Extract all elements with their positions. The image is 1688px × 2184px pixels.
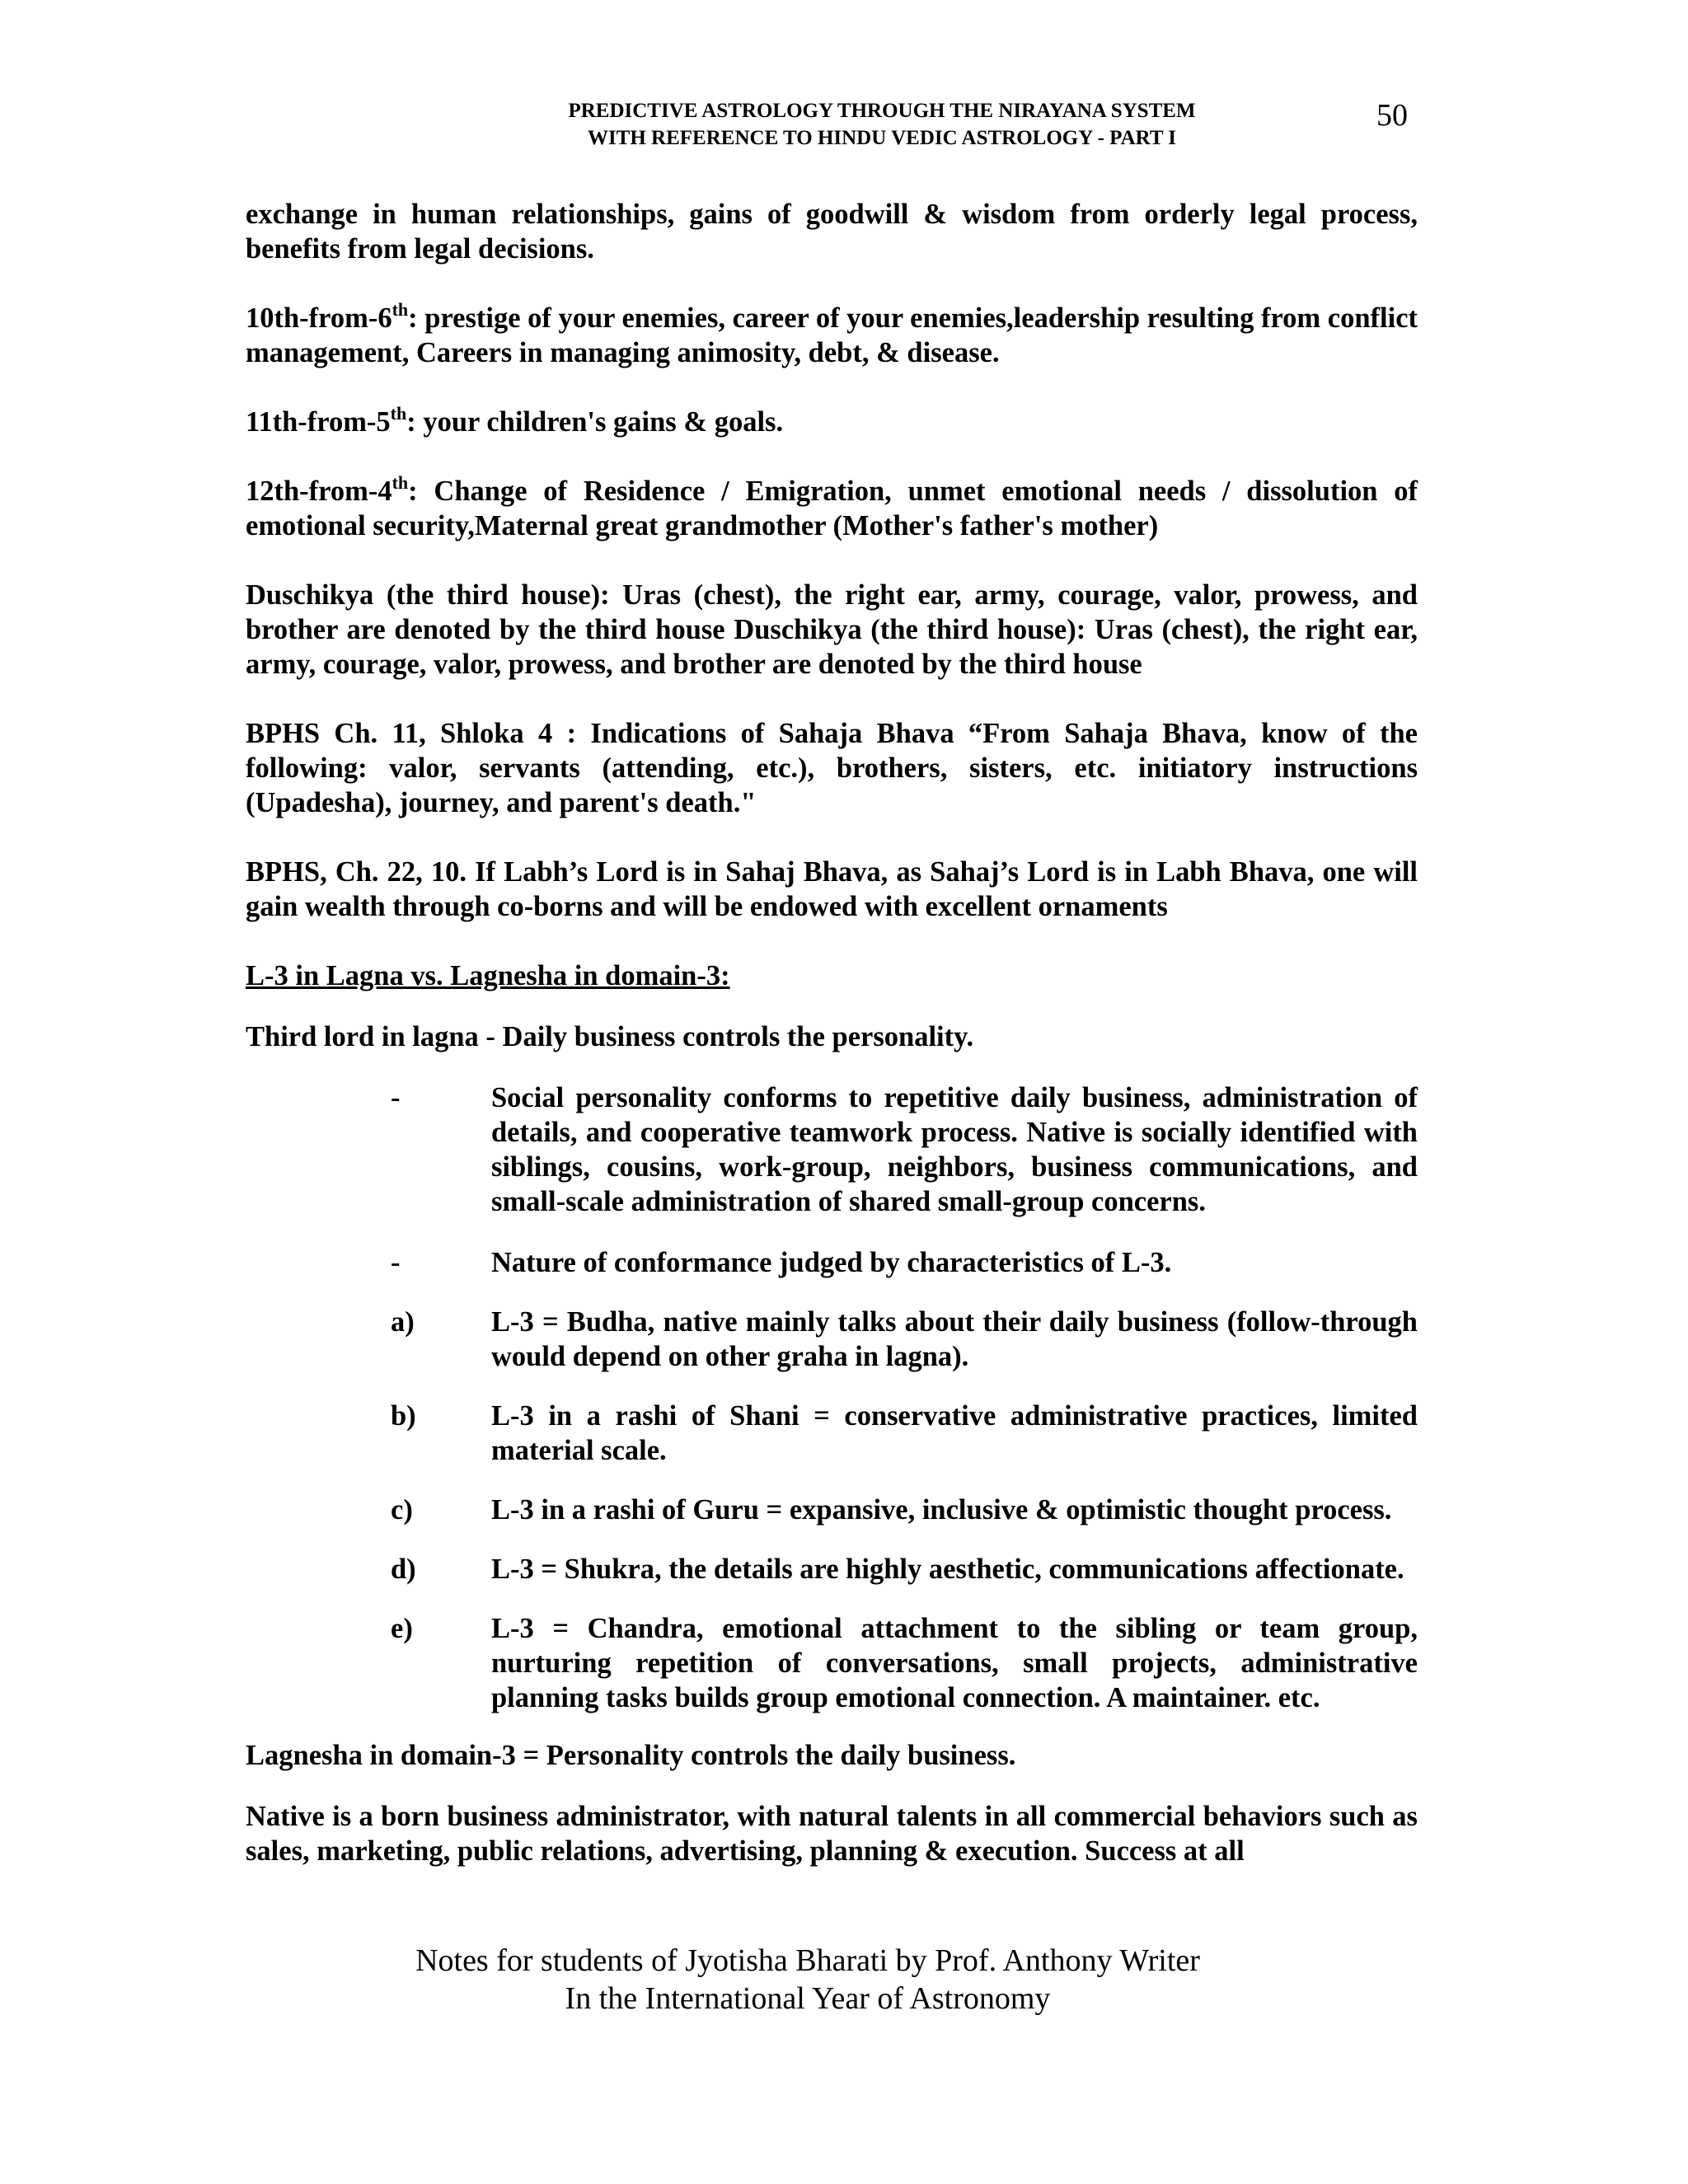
label-12th-from-4: 12th-from-4 (246, 476, 392, 507)
footer-line-2: In the International Year of Astronomy (565, 1981, 1051, 2016)
paragraph-third-lord: Third lord in lagna - Daily business controls the personality. (246, 1021, 974, 1052)
text-12th-from-4: : Change of Residence / Emigration, unmet emotional needs / dissolution of emotional security,Maternal great grandmother (Mother's father's mother) (246, 476, 1418, 541)
paragraph-11th-from-5th (246, 405, 1418, 439)
paragraph-10th-from-6th (246, 301, 1418, 370)
list-item-text: L-3 in a rashi of Shani = conservative administrative practices, limited material scale. (491, 1400, 1418, 1466)
paragraph-exchange: exchange in human relationships, gains of goodwill & wisdom from orderly legal process, benefits from legal decisions. (246, 199, 1418, 265)
list-marker: d) (391, 1554, 416, 1585)
list-item-text: L-3 = Shukra, the details are highly aesthetic, communications affectionate. (491, 1554, 1404, 1585)
running-header (363, 97, 1401, 152)
list-item-text: L-3 = Chandra, emotional attachment to the sibling or team group, nurturing repetition of conversations, small projects, administrative planning tasks builds group emotional connection. A maintainer. etc. (491, 1613, 1418, 1713)
paragraph-duschikya: Duschikya (the third house): Uras (chest), the right ear, army, courage, valor, prowess, and brother are denoted by the third house Duschikya (the third house): Uras (chest), the right ear, army, courage, valor, prowess, and brother are denoted by the third house (246, 579, 1418, 680)
paragraph-lagnesha: Lagnesha in domain-3 = Personality controls the daily business. (246, 1740, 1016, 1771)
list-marker: - (391, 1247, 401, 1278)
list-item-text: Social personality conforms to repetitive daily business, administration of details, and cooperative teamwork process. Native is socially identified with siblings, cousins, work-group, neighbors, business communications, and small-scale administration of shared small-group concerns. (491, 1082, 1418, 1217)
page-number: 50 (1376, 98, 1408, 133)
label-10th-from-6: 10th-from-6 (246, 302, 392, 334)
list-marker: a) (391, 1306, 415, 1338)
text-11th-from-5: : your children's gains & goals. (406, 406, 784, 438)
list-item (246, 1245, 1418, 1280)
label-11th-from-5: 11th-from-5 (246, 406, 391, 438)
list-item (246, 1399, 1418, 1468)
list-item (246, 1080, 1418, 1219)
footer-line-1: Notes for students of Jyotisha Bharati by Prof. Anthony Writer (415, 1943, 1200, 1978)
list-marker: b) (391, 1400, 416, 1432)
page-footer (313, 1942, 1302, 2018)
superscript-th: th (392, 299, 409, 320)
paragraph-12th-from-4th (246, 474, 1418, 543)
superscript-th: th (390, 403, 407, 424)
page-body (246, 197, 1418, 1868)
list-item (246, 1611, 1418, 1715)
header-line-1: PREDICTIVE ASTROLOGY THROUGH THE NIRAYANA SYSTEM (568, 100, 1196, 122)
list-item-text: L-3 = Budha, native mainly talks about their daily business (follow-through would depend on other graha in lagna). (491, 1306, 1418, 1372)
superscript-th: th (392, 472, 409, 493)
text-10th-from-6: : prestige of your enemies, career of your enemies,leadership resulting from conflict management, Careers in managing animosity, debt, & disease. (246, 302, 1418, 368)
paragraph-bphs-ch22: BPHS, Ch. 22, 10. If Labh’s Lord is in Sahaj Bhava, as Sahaj’s Lord is in Labh Bhava, one will gain wealth through co-borns and will be endowed with excellent ornaments (246, 856, 1418, 922)
list-marker: - (391, 1082, 401, 1113)
header-line-2: WITH REFERENCE TO HINDU VEDIC ASTROLOGY - PART I (587, 127, 1177, 149)
paragraph-native: Native is a born business administrator, with natural talents in all commercial behaviors such as sales, marketing, public relations, advertising, planning & execution. Success at all (246, 1801, 1418, 1867)
list-item (246, 1305, 1418, 1374)
section-heading: L-3 in Lagna vs. Lagnesha in domain-3: (246, 960, 730, 991)
paragraph-bphs-ch11: BPHS Ch. 11, Shloka 4 : Indications of Sahaja Bhava “From Sahaja Bhava, know of the following: valor, servants (attending, etc.), brothers, sisters, etc. initiatory instructions (Upadesha), journey, and parent's death." (246, 718, 1418, 818)
list-item-text: Nature of conformance judged by characteristics of L-3. (491, 1247, 1172, 1278)
list-item (246, 1493, 1418, 1527)
list-item-text: L-3 in a rashi of Guru = expansive, inclusive & optimistic thought process. (491, 1494, 1392, 1526)
list-item (246, 1552, 1418, 1586)
list-marker: c) (391, 1494, 413, 1526)
list-marker: e) (391, 1613, 413, 1644)
